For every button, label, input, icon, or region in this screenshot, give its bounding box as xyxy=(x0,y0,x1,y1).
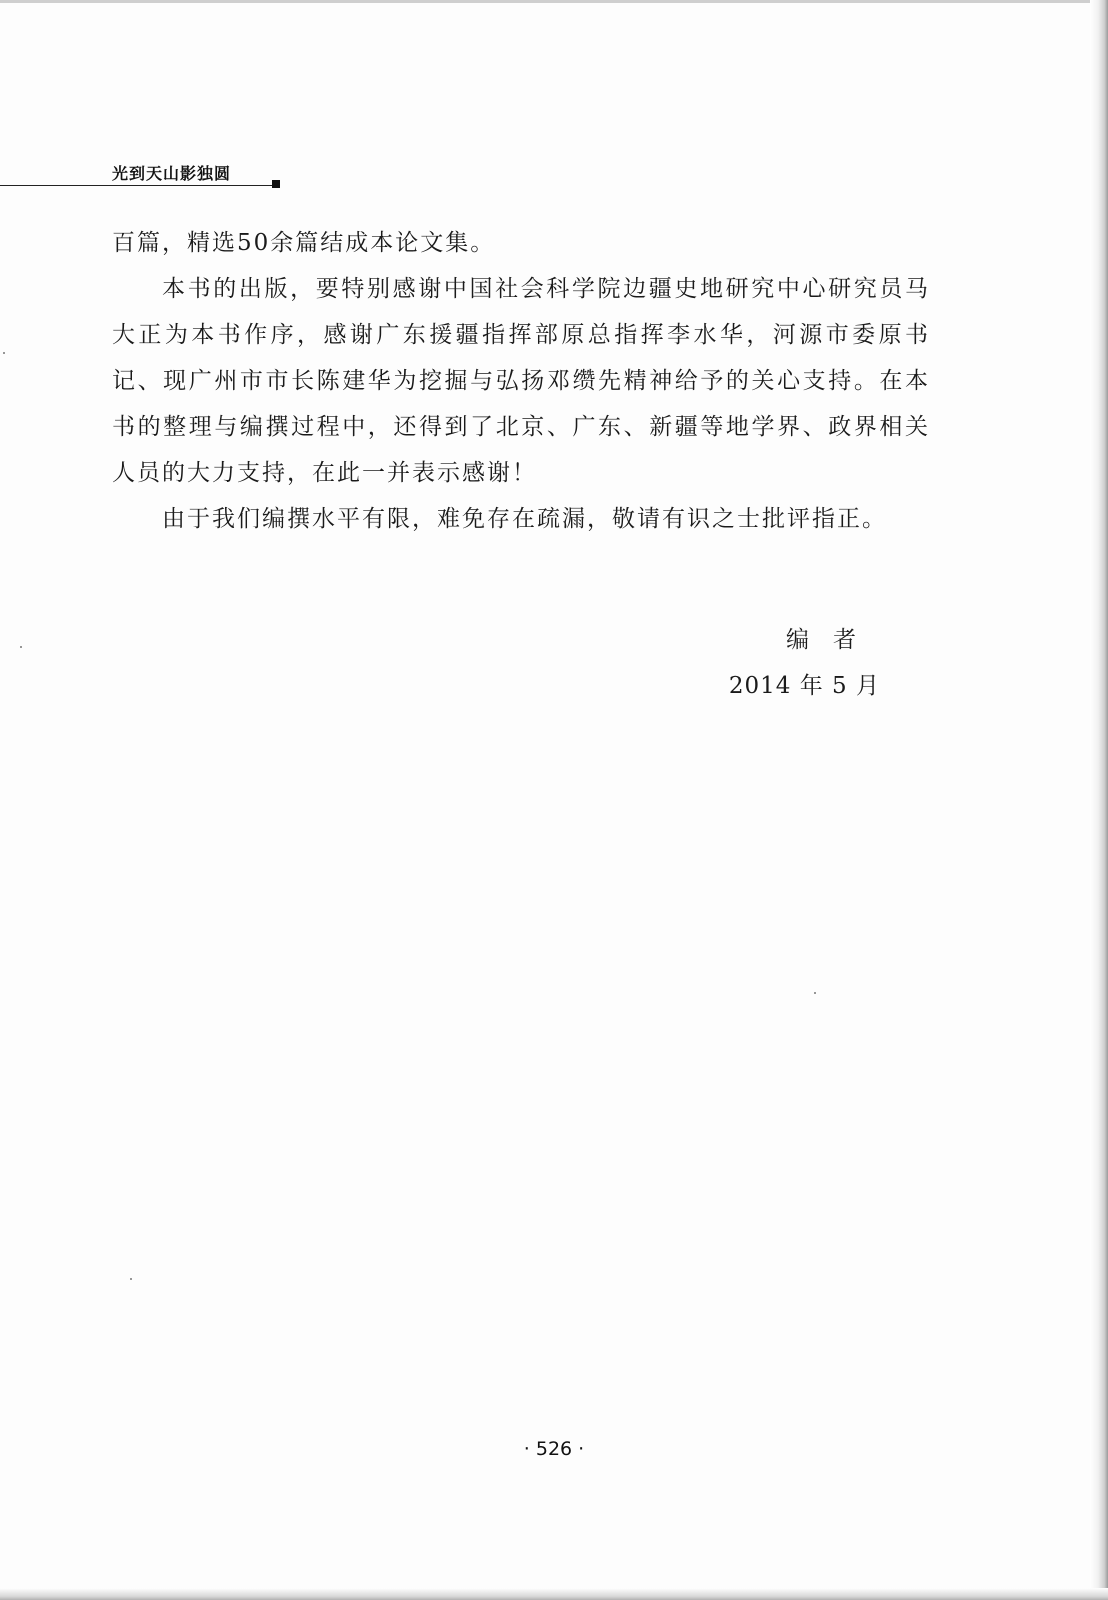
signature-author: 编者 xyxy=(786,627,880,653)
scan-top-edge xyxy=(0,0,1108,3)
running-header xyxy=(0,158,282,188)
paragraph-disclaimer: 由于我们编撰水平有限，难免存在疏漏，敬请有识之士批评指正。 xyxy=(162,506,887,532)
running-header-title: 光到天山影独圆 xyxy=(112,164,232,183)
paragraph-acknowledgements: 本书的出版，要特别感谢中国社会科学院边疆史地研究中心研究员马大正为本书作序，感谢广东援疆指挥部原总指挥李水华，河源市委原书记、现广州市市长陈建华为挖掘与弘扬邓缵先精神给予的关心支持。在本书的整理与编撰过程中，还得到了北京、广东、新疆等地学界、政界相关人员的大力支持，在此一并表示感谢！ xyxy=(112,276,930,486)
body-text xyxy=(112,220,930,542)
header-rule xyxy=(0,185,275,186)
scan-right-edge xyxy=(1090,0,1108,1600)
scan-bottom-edge xyxy=(0,1588,1108,1600)
page-number: · 526 · xyxy=(523,1438,585,1460)
header-marker-square xyxy=(272,180,280,188)
scan-speck xyxy=(3,352,5,354)
paragraph-continuation: 百篇，精选50余篇结成本论文集。 xyxy=(112,230,496,256)
scan-speck xyxy=(814,992,816,994)
signature-block xyxy=(700,617,880,709)
scan-speck xyxy=(20,646,22,648)
scan-speck xyxy=(130,1278,132,1280)
signature-date: 2014 年 5 月 xyxy=(728,673,880,699)
